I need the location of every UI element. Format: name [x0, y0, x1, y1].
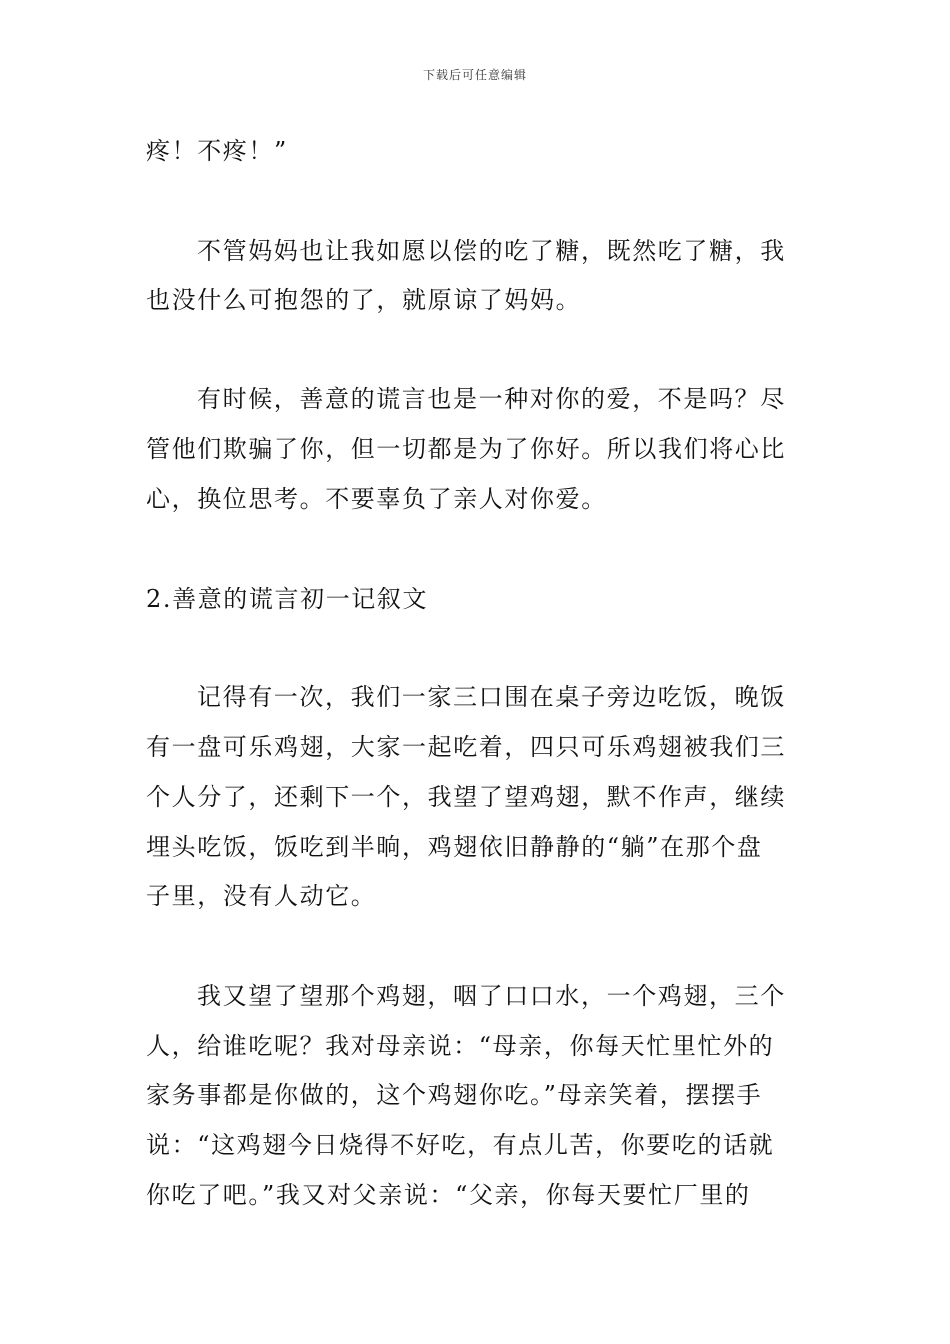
text-line-4: 有时候，善意的谎言也是一种对你的爱，不是吗？尽 — [197, 385, 786, 413]
text-line-6: 心，换位思考。不要辜负了亲人对你爱。 — [146, 485, 607, 513]
text-line-1: 疼！不疼！” — [146, 137, 288, 165]
text-line-9: 有一盘可乐鸡翅，大家一起吃着，四只可乐鸡翅被我们三 — [146, 733, 786, 761]
page-header-note: 下载后可任意编辑 — [422, 68, 527, 82]
text-line-8: 记得有一次，我们一家三口围在桌子旁边吃饭，晚饭 — [197, 683, 786, 711]
text-line-11: 埋头吃饭，饭吃到半晌，鸡翅依旧静静的“躺”在那个盘 — [146, 833, 763, 861]
text-line-15: 家务事都是你做的，这个鸡翅你吃。”母亲笑着，摆摆手 — [146, 1081, 763, 1109]
text-line-10: 个人分了，还剩下一个，我望了望鸡翅，默不作声，继续 — [146, 783, 786, 811]
text-line-2: 不管妈妈也让我如愿以偿的吃了糖，既然吃了糖，我 — [197, 237, 786, 265]
section-heading: 2.善意的谎言初一记叙文 — [146, 585, 429, 613]
text-line-3: 也没什么可抱怨的了，就原谅了妈妈。 — [146, 286, 582, 314]
text-line-14: 人，给谁吃呢？我对母亲说：“母亲，你每天忙里忙外的 — [146, 1032, 775, 1060]
text-line-13: 我又望了望那个鸡翅，咽了口口水，一个鸡翅，三个 — [197, 982, 786, 1010]
text-line-12: 子里，没有人动它。 — [146, 882, 377, 910]
text-line-5: 管他们欺骗了你，但一切都是为了你好。所以我们将心比 — [146, 435, 786, 463]
text-line-17: 你吃了吧。”我又对父亲说：“父亲，你每天要忙厂里的 — [146, 1181, 751, 1209]
text-line-16: 说：“这鸡翅今日烧得不好吃，有点儿苦，你要吃的话就 — [146, 1131, 775, 1159]
